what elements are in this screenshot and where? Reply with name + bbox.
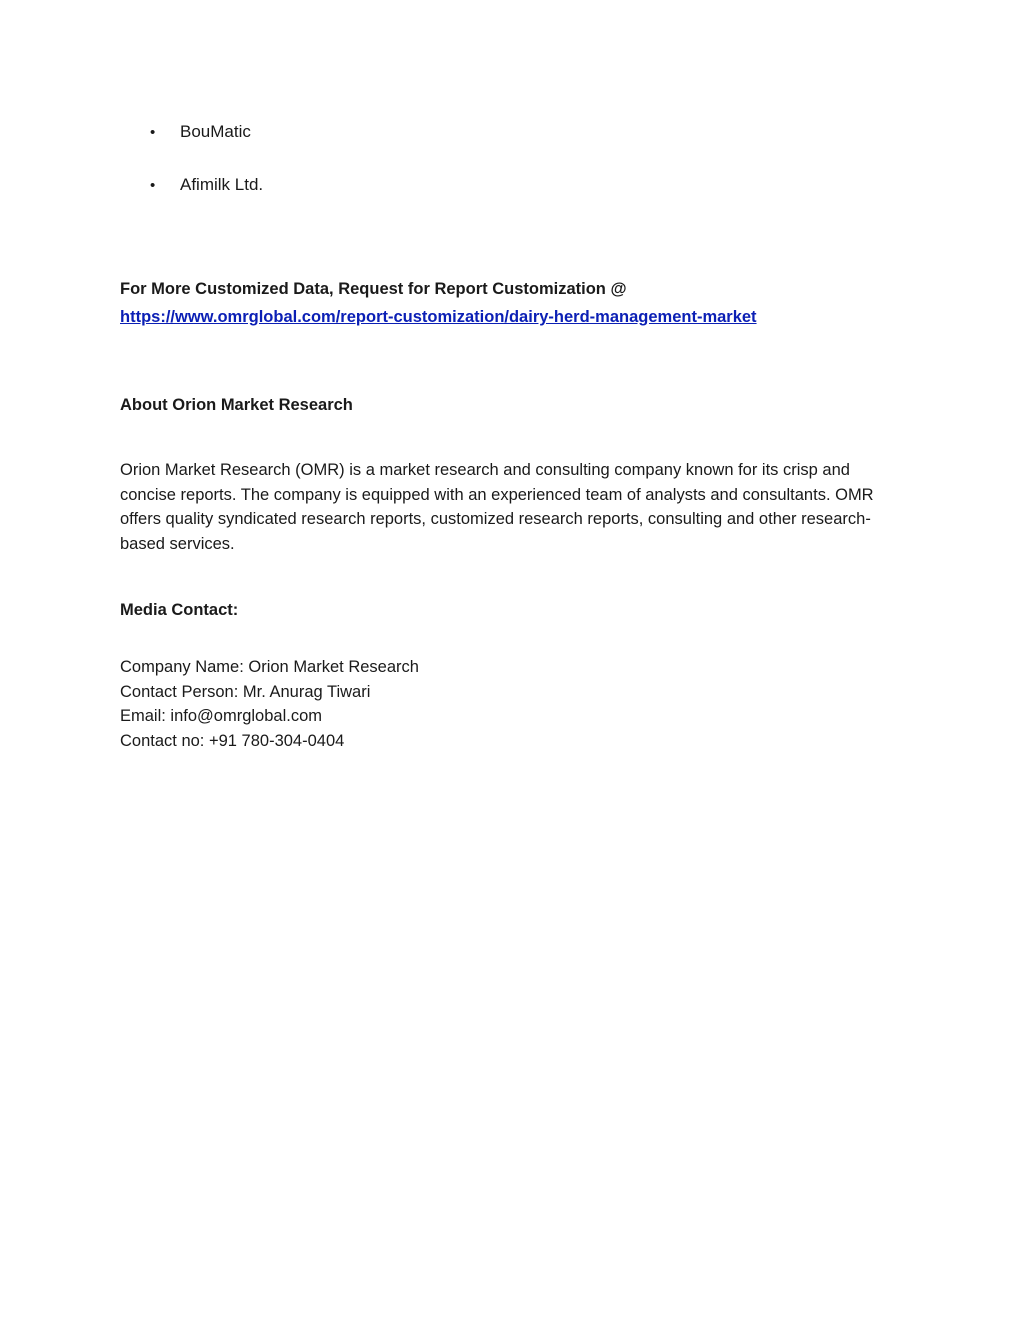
list-item xyxy=(150,120,263,145)
customization-text: For More Customized Data, Request for Report Customization @ xyxy=(120,280,627,298)
contact-phone: Contact no: +91 780-304-0404 xyxy=(120,732,345,751)
contact-email: Email: info@omrglobal.com xyxy=(120,707,322,726)
about-paragraph: Orion Market Research (OMR) is a market research and consulting company known for its crisp and concise reports. The company is equipped with an experienced team of analysts and consultants. OMR offers quality syndicated research reports, customized research reports, consulting and other research-based services. xyxy=(120,461,874,554)
company-bullet-list xyxy=(150,120,263,226)
bullet-icon: • xyxy=(150,177,156,194)
customization-link[interactable]: https://www.omrglobal.com/report-customization/dairy-herd-management-market xyxy=(120,308,757,326)
media-contact-details xyxy=(120,655,419,754)
customization-callout xyxy=(120,275,920,331)
list-item-text: Afimilk Ltd. xyxy=(180,175,264,194)
contact-company: Company Name: Orion Market Research xyxy=(120,658,419,676)
list-item xyxy=(150,173,263,198)
bullet-icon: • xyxy=(150,124,156,141)
about-heading: About Orion Market Research xyxy=(120,396,353,414)
media-contact-heading: Media Contact: xyxy=(120,601,239,619)
contact-person: Contact Person: Mr. Anurag Tiwari xyxy=(120,682,371,701)
list-item-text: BouMatic xyxy=(180,122,251,141)
